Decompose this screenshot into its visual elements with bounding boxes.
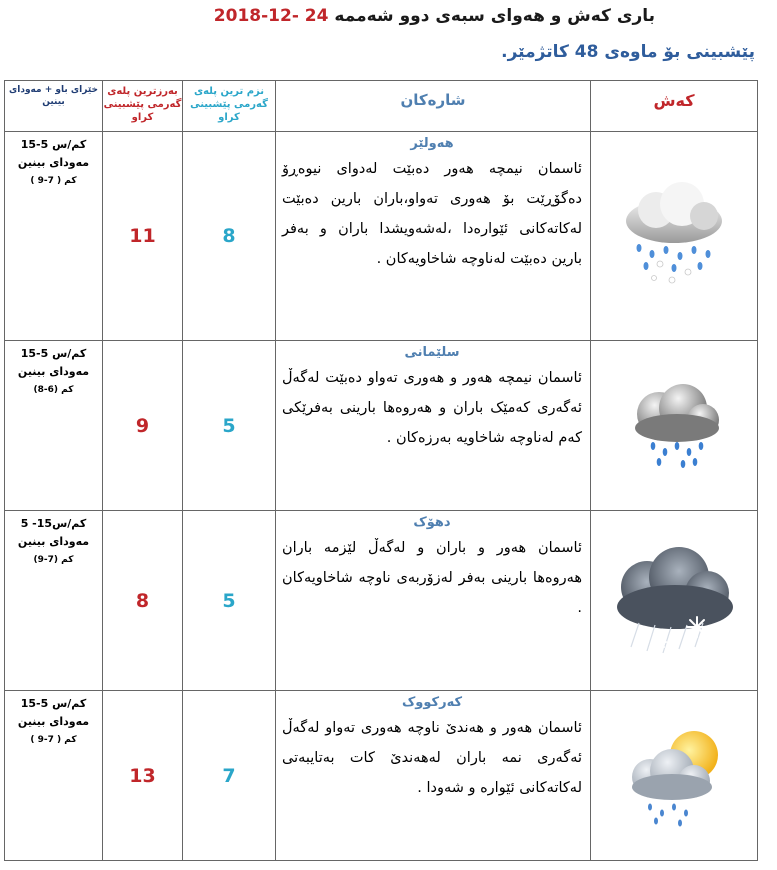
min-temp: 8 — [183, 132, 276, 341]
forecast-date: 2018-12- 24 — [213, 6, 329, 26]
wind-speed: 5 -15کم/س — [20, 517, 87, 530]
visibility-range: (9-7) کم — [33, 555, 74, 565]
weather-icon-cell — [591, 511, 758, 691]
page-header — [0, 0, 777, 80]
wind-speed: 15-5 کم/س — [20, 347, 87, 360]
wind-visibility-cell — [5, 511, 103, 691]
sun-rain-cloud-icon — [614, 721, 734, 831]
city-cell — [276, 132, 591, 341]
city-name: هەولێر — [410, 136, 454, 151]
header-cities: شارەکان — [276, 81, 591, 132]
max-temp: 13 — [103, 691, 183, 861]
title-text: باری کەش و هەوای سبەی دوو شەممە — [334, 6, 655, 26]
wind-speed: 15-5 کم/س — [20, 138, 87, 151]
snow-rain-cloud-icon — [614, 176, 734, 296]
max-temp: 8 — [103, 511, 183, 691]
city-cell — [276, 341, 591, 511]
forecast-description: ئاسمان هەور و باران و لەگەڵ لێزمە باران هەروەها بارینی بەفر لەزۆربەی ناوچە شاخاویەکان . — [282, 540, 582, 616]
min-temp: 5 — [183, 511, 276, 691]
table-row — [5, 341, 758, 511]
city-name: سلێمانی — [404, 345, 460, 360]
city-cell — [276, 691, 591, 861]
wind-visibility-cell — [5, 691, 103, 861]
visibility-label: مەودای بینین — [17, 535, 90, 548]
wind-speed: 15-5 کم/س — [20, 697, 87, 710]
forecast-description: ئاسمان نیمچە هەور دەبێت لەدوای نیوەڕۆ دەگۆڕێت بۆ هەوری تەواو،باران بارین دەبێت لەکاتەکانی ئێوارەدا ،لەشەویشدا باران و بەفر بارین دەبێت لەناوچە شاخاویەکان . — [282, 161, 582, 267]
wind-visibility-cell — [5, 132, 103, 341]
city-name: کەرکووک — [401, 695, 463, 710]
table-row — [5, 511, 758, 691]
header-weather: کەش — [591, 81, 758, 132]
snowflake-cloud-icon — [599, 527, 749, 675]
min-temp: 5 — [183, 341, 276, 511]
header-wind: خێرای باو + مەودای بینین — [5, 81, 103, 132]
header-min-temp: نزم ترین پلەی گەرمی پێشبینی کراو — [183, 81, 276, 132]
table-header-row — [5, 81, 758, 132]
visibility-range: (8-6) کم — [33, 385, 74, 395]
weather-icon-cell — [591, 341, 758, 511]
forecast-description: ئاسمان نیمچە هەور و هەوری تەواو دەبێت لەگەڵ ئەگەری کەمێک باران و هەروەها بارینی بەفرێکی کەم لەناوچە شاخاویە بەرزەکان . — [282, 370, 582, 446]
visibility-label: مەودای بینین — [17, 156, 90, 169]
visibility-label: مەودای بینین — [17, 715, 90, 728]
weather-icon-cell — [591, 132, 758, 341]
wind-visibility-cell — [5, 341, 103, 511]
page-title — [208, 6, 655, 26]
max-temp: 9 — [103, 341, 183, 511]
header-max-temp: بەرزترین پلەی گەرمی پێشبینی کراو — [103, 81, 183, 132]
weather-icon-cell — [591, 691, 758, 861]
forecast-description: ئاسمان هەور و هەندێ ناوچە هەوری تەواو لەگەڵ ئەگەری نمە باران لەهەندێ کات بەتایبەتی لەکاتەکانی ئێوارە و شەودا . — [282, 720, 582, 796]
forecast-table — [4, 80, 758, 861]
rain-cloud-icon — [619, 376, 729, 476]
min-temp: 7 — [183, 691, 276, 861]
city-name: دهۆک — [413, 515, 451, 530]
table-row — [5, 132, 758, 341]
visibility-range: ( 9-7 ) کم — [30, 176, 77, 186]
city-cell — [276, 511, 591, 691]
visibility-label: مەودای بینین — [17, 365, 90, 378]
visibility-range: ( 9-7 ) کم — [30, 735, 77, 745]
table-row — [5, 691, 758, 861]
forecast-period: پێشبینی بۆ ماوەی 48 کاتژمێر. — [501, 42, 755, 62]
max-temp: 11 — [103, 132, 183, 341]
